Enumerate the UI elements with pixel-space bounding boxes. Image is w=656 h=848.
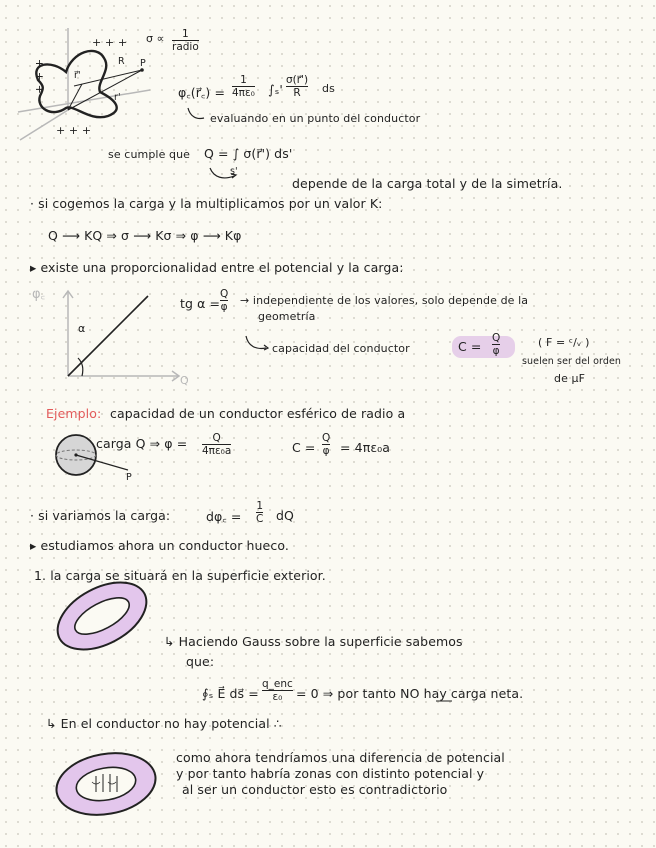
phi-fraction: 1 4πε₀ [232,74,255,99]
existe-text: ▸ existe una proporcionalidad entre el potencial y la carga: [30,260,404,275]
independiente-text: → independiente de los valores, solo depende de la [240,294,529,307]
ejemplo-label: Ejemplo: [46,406,102,421]
gauss-rhs: = 0 ⇒ por tanto NO hay carga neta. [296,686,524,701]
carga-q-text: carga Q ⇒ φ = [96,436,188,451]
no-potencial-text: ↳ En el conductor no hay potencial ∴ [46,716,282,731]
q-integral: Q = ∫ σ(r⃗') ds' [204,146,293,161]
c-sphere-lhs: C = [292,440,316,455]
units-text: ( F = ᶜ/ᵥ ) [538,336,590,349]
dphi-fraction: 1 C [256,500,264,525]
si-cogemos-text: · si cogemos la carga y la multiplicamos por un valor K: [30,196,383,211]
axis-label-phi: φ꜀ [32,287,46,302]
dq-text: dQ [276,508,294,523]
como-ahora-line-3: al ser un conductor esto es contradictorio [182,782,448,797]
gauss-fraction: q_enc ε₀ [262,678,293,703]
gauss-integral: ∮ₛ E⃗ ds⃗ = [202,686,259,701]
estudiamos-text: ▸ estudiamos ahora un conductor hueco. [30,538,289,553]
tg-lhs: tg α = [180,296,221,311]
sphere-phi-fraction: Q 4πε₀a [202,432,232,457]
phi-lhs: φ꜀(r⃗꜀) = [178,85,226,100]
sigma-prop: σ ∝ [146,32,165,45]
proportionality-line [68,296,148,376]
geometria-text: geometría [258,310,316,323]
dphi-lhs: dφ꜀ = [206,509,242,524]
label-r-vec: r⃗' [74,70,81,81]
axis-label-q: Q [180,374,189,387]
se-cumple-text: se cumple que [108,148,191,161]
capacitance-fraction: Q φ [492,332,501,357]
chain-text: Q ⟶ KQ ⇒ σ ⟶ Kσ ⇒ φ ⟶ Kφ [48,228,242,243]
sigma-prop-fraction: 1 radio [172,28,199,53]
tg-fraction: Q φ [220,288,229,313]
c-sphere-rhs: = 4πε₀a [340,440,391,455]
label-r-prime: r' [114,92,121,103]
angle-label: α [78,322,86,335]
evaluando-text: evaluando en un punto del conductor [210,112,421,125]
de-uf-text: de μF [554,372,586,385]
plus-signs-top: + + + [92,36,128,49]
sphere-label-p: P [126,472,132,483]
label-p: P [140,58,146,69]
phi-ds: ds [322,82,335,95]
plus-signs-bottom: + + + [56,124,92,137]
c-sphere-fraction: Q φ [322,432,331,457]
ejemplo-text: capacidad de un conductor esférico de radio a [110,406,406,421]
gauss-line-2: que: [186,654,215,669]
suelen-text: suelen ser del orden [522,356,622,367]
phi-fraction-2: σ(r⃗') R [286,74,309,99]
phi-integral: ∫ₛ' [268,82,283,97]
item1-text: 1. la carga se situará en la superficie exterior. [34,568,326,583]
q-integral-sub: s' [230,166,238,177]
capacitance-highlight: C = [452,336,515,358]
variamos-text: · si variamos la carga: [30,508,171,523]
gauss-line-1: ↳ Haciendo Gauss sobre la superficie sabemos [164,634,463,649]
como-ahora-line-2: y por tanto habría zonas con distinto potencial y [176,766,485,781]
label-r: R [118,56,125,67]
plus-signs-left: + + + [33,58,47,95]
como-ahora-line-1: como ahora tendríamos una diferencia de potencial [176,750,505,765]
phi-q-graph [63,291,268,381]
depende-text: depende de la carga total y de la simetría. [292,176,563,191]
capacidad-conductor-text: capacidad del conductor [272,342,410,355]
hollow-conductor-2 [52,746,161,822]
